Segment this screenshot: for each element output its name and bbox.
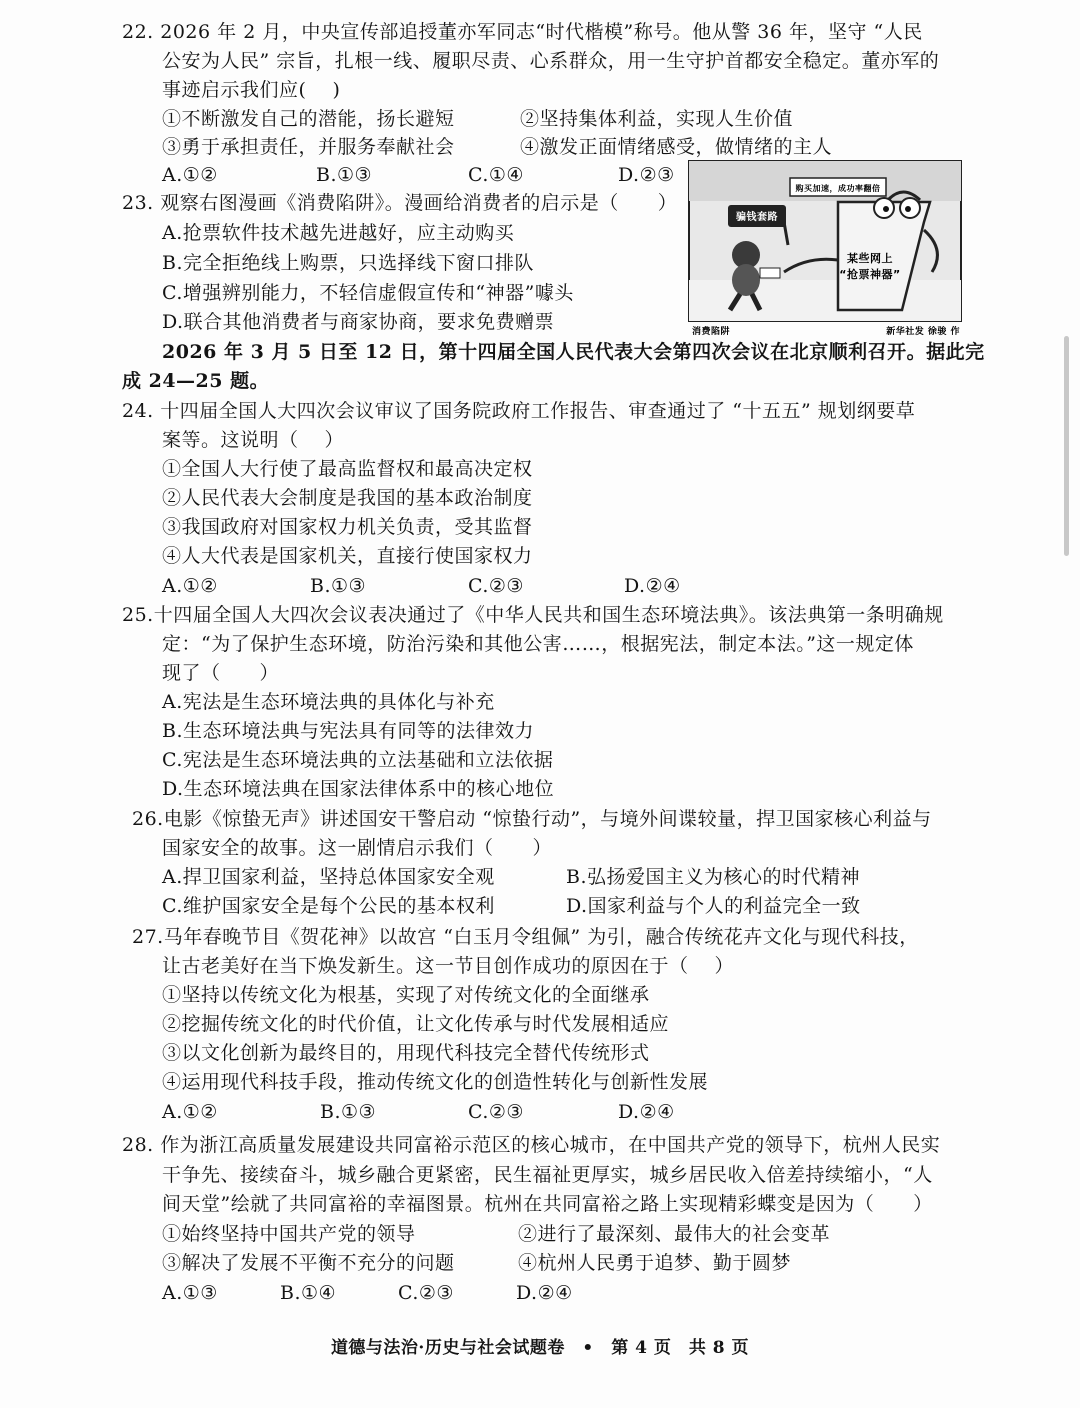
q26-option-b: B.弘扬爱国主义为核心的时代精神 [566,866,861,888]
q24-option-a: A.①② [162,575,218,597]
q24-statement-2: ②人民代表大会制度是我国的基本政治制度 [162,487,533,509]
q28-statement-3: ③解决了发展不平衡不充分的问题 [162,1252,455,1274]
q28-stem-line-3: 间天堂”绘就了共同富裕的幸福图景。杭州在共同富裕之路上实现精彩蝶变是因为（ ） [162,1193,933,1215]
q22-option-d: D.②③ [618,164,675,186]
q24-stem-line-2: 案等。这说明（ ） [162,429,345,451]
q24-stem-line-1: 24. 十四届全国人大四次会议审议了国务院政府工作报告、审查通过了 “十五五” 规划纲要草 [122,400,916,422]
q22-option-a: A.①② [162,164,218,186]
q22-stem-line-3: 事迹启示我们应( ) [162,79,341,101]
q27-stem-line-1: 27.马年春晚节目《贺花神》以故宫 “白玉月令组佩” 为引，融合传统花卉文化与现代科技， [132,926,919,948]
q28-option-b: B.①④ [280,1282,337,1304]
q22-stem-line-2: 公安为人民” 宗旨，扎根一线、履职尽责、心系群众，用一生守护首都安全稳定。董亦军的 [162,50,940,72]
q28-statement-4: ④杭州人民勇于追梦、勤于圆梦 [518,1252,792,1274]
q23-option-d: D.联合其他消费者与商家协商，要求免费赠票 [162,311,555,333]
page-footer: 道德与法治·历史与社会试题卷 • 第 4 页 共 8 页 [330,1338,750,1358]
intro-line-1: 2026 年 3 月 5 日至 12 日，第十四届全国人民代表大会第四次会议在北京顺利召开。据此完 [162,341,985,363]
cartoon-phone-text-1: 某些网上 [847,252,893,265]
q24-option-b: B.①③ [310,575,367,597]
q23-option-c: C.增强辨别能力，不轻信虚假宣传和“神器”噱头 [162,282,574,304]
q22-statement-3: ③勇于承担责任，并服务奉献社会 [162,136,455,158]
q22-option-b: B.①③ [316,164,373,186]
q25-stem-line-3: 现了（ ） [162,662,280,684]
q26-stem-line-2: 国家安全的故事。这一剧情启示我们（ ） [162,837,553,859]
q25-option-b: B.生态环境法典与宪法具有同等的法律效力 [162,720,535,742]
q27-option-c: C.②③ [468,1101,524,1123]
q22-statement-2: ②坚持集体利益，实现人生价值 [520,108,794,130]
q27-statement-3: ③以文化创新为最终目的，用现代科技完全替代传统形式 [162,1042,650,1064]
q24-statement-1: ①全国人大行使了最高监督权和最高决定权 [162,458,533,480]
q26-option-d: D.国家利益与个人的利益完全一致 [566,895,861,917]
q26-option-a: A.捍卫国家利益，坚持总体国家安全观 [162,866,495,888]
vertical-scrollbar[interactable] [1064,336,1069,556]
cartoon-title: 消费陷阱 [692,327,731,337]
q27-statement-2: ②挖掘传统文化的时代价值，让文化传承与时代发展相适应 [162,1013,670,1035]
q27-statement-4: ④运用现代科技手段，推动传统文化的创造性转化与创新性发展 [162,1071,709,1093]
q27-option-b: B.①③ [320,1101,377,1123]
q27-stem-line-2: 让古老美好在当下焕发新生。这一节目创作成功的原因在于（ ） [162,955,735,977]
q28-statement-2: ②进行了最深刻、最伟大的社会变革 [518,1223,831,1245]
q24-option-c: C.②③ [468,575,524,597]
q28-stem-line-2: 干争先、接续奋斗，城乡融合更紧密，民生福祉更厚实，城乡居民收入倍差持续缩小，“人 [162,1164,933,1186]
q27-option-d: D.②④ [618,1101,675,1123]
q28-option-d: D.②④ [516,1282,573,1304]
q28-statement-1: ①始终坚持中国共产党的领导 [162,1223,416,1245]
q23-option-a: A.抢票软件技术越先进越好，应主动购买 [162,222,515,244]
q26-option-c: C.维护国家安全是每个公民的基本权利 [162,895,495,917]
cartoon-phone-text-2: “抢票神器” [839,268,901,281]
q25-option-d: D.生态环境法典在国家法律体系中的核心地位 [162,778,555,800]
q27-statement-1: ①坚持以传统文化为根基，实现了对传统文化的全面继承 [162,984,650,1006]
q22-option-c: C.①④ [468,164,524,186]
q27-option-a: A.①② [162,1101,218,1123]
q23-stem: 23. 观察右图漫画《消费陷阱》。漫画给消费者的启示是（ ） [122,192,678,214]
q26-stem-line-1: 26.电影《惊蛰无声》讲述国安干警启动 “惊蛰行动”，与境外间谍较量，捍卫国家核心利益与 [132,808,932,830]
q25-option-c: C.宪法是生态环境法典的立法基础和立法依据 [162,749,554,771]
q24-option-d: D.②④ [624,575,681,597]
q25-stem-line-2: 定：“为了保护生态环境，防治污染和其他公害……，根据宪法，制定本法。”这一规定体 [162,633,914,655]
consumption-trap-cartoon [688,160,962,338]
q24-statement-3: ③我国政府对国家权力机关负责，受其监督 [162,516,533,538]
q28-stem-line-1: 28. 作为浙江高质量发展建设共同富裕示范区的核心城市，在中国共产党的领导下，杭州人民实 [122,1134,941,1156]
cartoon-credit: 新华社发 徐骏 作 [886,327,960,337]
q22-statement-1: ①不断激发自己的潜能，扬长避短 [162,108,455,130]
q24-statement-4: ④人大代表是国家机关，直接行使国家权力 [162,545,533,567]
cartoon-banner-text: 购买加速，成功率翻倍 [795,184,881,193]
cartoon-sign-text: 骗钱套路 [736,212,778,223]
intro-line-2: 成 24—25 题。 [122,370,270,392]
q23-option-b: B.完全拒绝线上购票，只选择线下窗口排队 [162,252,535,274]
q25-option-a: A.宪法是生态环境法典的具体化与补充 [162,691,495,713]
q28-option-c: C.②③ [398,1282,454,1304]
q28-option-a: A.①③ [162,1282,218,1304]
q22-statement-4: ④激发正面情绪感受，做情绪的主人 [520,136,833,158]
q22-stem-line-1: 22. 2026 年 2 月，中央宣传部追授董亦军同志“时代楷模”称号。他从警 36 年，坚守 “人民 [122,21,923,43]
q25-stem-line-1: 25.十四届全国人大四次会议表决通过了《中华人民共和国生态环境法典》。该法典第一条明确规 [122,604,944,626]
